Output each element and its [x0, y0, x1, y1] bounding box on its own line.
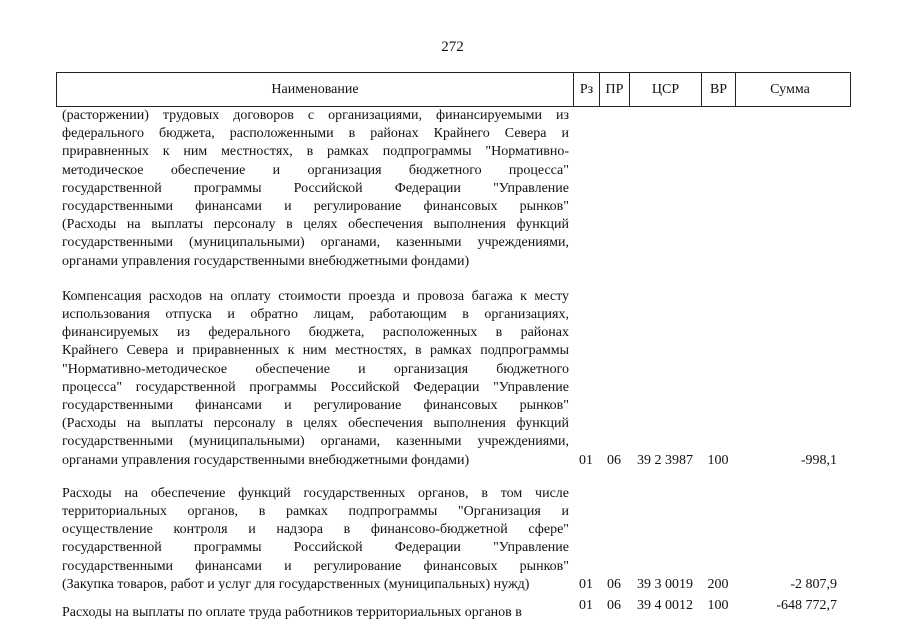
name-line: Расходы на выплаты по оплате труда работников территориальных органов в — [62, 605, 522, 621]
name-line: процесса" государственной программы Российской Федерации "Управление — [62, 379, 569, 395]
row-csr: 39 4 0012 — [637, 598, 693, 614]
row-name — [56, 604, 573, 622]
name-line: (Закупка товаров, работ и услуг для государственных (муниципальных) нужд) — [62, 576, 530, 592]
row-pr: 06 — [607, 452, 621, 468]
name-line: Крайнего Севера и приравненных к ним местностях, в рамках подпрограммы — [62, 343, 569, 359]
name-line: органами управления государственными внебюджетными фондами) — [62, 253, 470, 269]
name-line: (расторжении) трудовых договоров с организациями, финансируемыми из — [62, 108, 569, 123]
name-line: Компенсация расходов на оплату стоимости проезда и провоза багажа к месту — [62, 288, 569, 304]
name-line: приравненных к ним местностях, в рамках подпрограммы "Нормативно- — [62, 144, 569, 160]
row-vr: 100 — [707, 598, 729, 614]
row-csr: 39 3 0019 — [637, 576, 693, 592]
row-rz: 01 — [579, 598, 593, 614]
row-vr: 100 — [707, 452, 729, 468]
name-line: "Нормативно-методическое обеспечение и организация бюджетного — [62, 361, 569, 377]
table-header — [56, 72, 851, 107]
name-line: территориальных органов, в рамках подпрограммы "Организация и — [62, 504, 569, 520]
name-line: государственными финансами и регулирование финансовых рынков" — [62, 558, 569, 574]
name-line: государственными (муниципальными) органами, казенными учреждениями, — [62, 434, 569, 450]
table-body — [56, 107, 851, 622]
table-row — [56, 485, 851, 594]
header-rz: Рз — [574, 73, 600, 106]
name-line: государственными финансами и регулирование финансовых рынков" — [62, 398, 569, 414]
name-line: государственными финансами и регулирование финансовых рынков" — [62, 199, 569, 215]
header-name: Наименование — [57, 73, 574, 106]
header-pr: ПР — [600, 73, 630, 106]
row-name — [56, 485, 573, 594]
table-row — [56, 288, 851, 470]
row-csr: 39 2 3987 — [637, 452, 693, 468]
name-line: методическое обеспечение и организация бюджетного процесса" — [62, 162, 569, 178]
header-sum: Сумма — [770, 81, 810, 97]
row-pr: 06 — [607, 576, 621, 592]
budget-table — [56, 72, 851, 640]
name-line: осуществление контроля и надзора в финансово-бюджетной сфере" — [62, 522, 569, 538]
table-row — [56, 107, 851, 271]
name-line: государственной программы Российской Федерации "Управление — [62, 180, 569, 196]
row-name — [56, 288, 573, 470]
name-line: государственными (муниципальными) органами, казенными учреждениями, — [62, 235, 569, 251]
name-line: финансируемых из федерального бюджета, расположенных в районах — [62, 325, 569, 341]
name-line: использования отпуска и обратно лицам, работающим в организациях, — [62, 307, 569, 323]
row-pr: 06 — [607, 598, 621, 614]
header-vr: ВР — [702, 73, 736, 106]
table-row — [56, 598, 851, 622]
name-line: федерального бюджета, расположенными в районах Крайнего Севера и — [62, 126, 569, 142]
name-line: органами управления государственными внебюджетными фондами) — [62, 452, 470, 468]
row-vr: 200 — [707, 576, 729, 592]
row-name — [56, 107, 573, 271]
row-sum: -2 807,9 — [790, 576, 837, 592]
row-sum: -648 772,7 — [776, 598, 837, 614]
name-line: Расходы на обеспечение функций государственных органов, в том числе — [62, 485, 569, 501]
row-rz: 01 — [579, 452, 593, 468]
row-rz: 01 — [579, 576, 593, 592]
name-line: государственной программы Российской Федерации "Управление — [62, 540, 569, 556]
row-sum: -998,1 — [800, 452, 837, 468]
name-line: (Расходы на выплаты персоналу в целях обеспечения выполнения функций — [62, 416, 569, 432]
header-csr: ЦСР — [630, 73, 702, 106]
name-line: (Расходы на выплаты персоналу в целях обеспечения выполнения функций — [62, 217, 569, 233]
page-number: 272 — [441, 39, 464, 55]
